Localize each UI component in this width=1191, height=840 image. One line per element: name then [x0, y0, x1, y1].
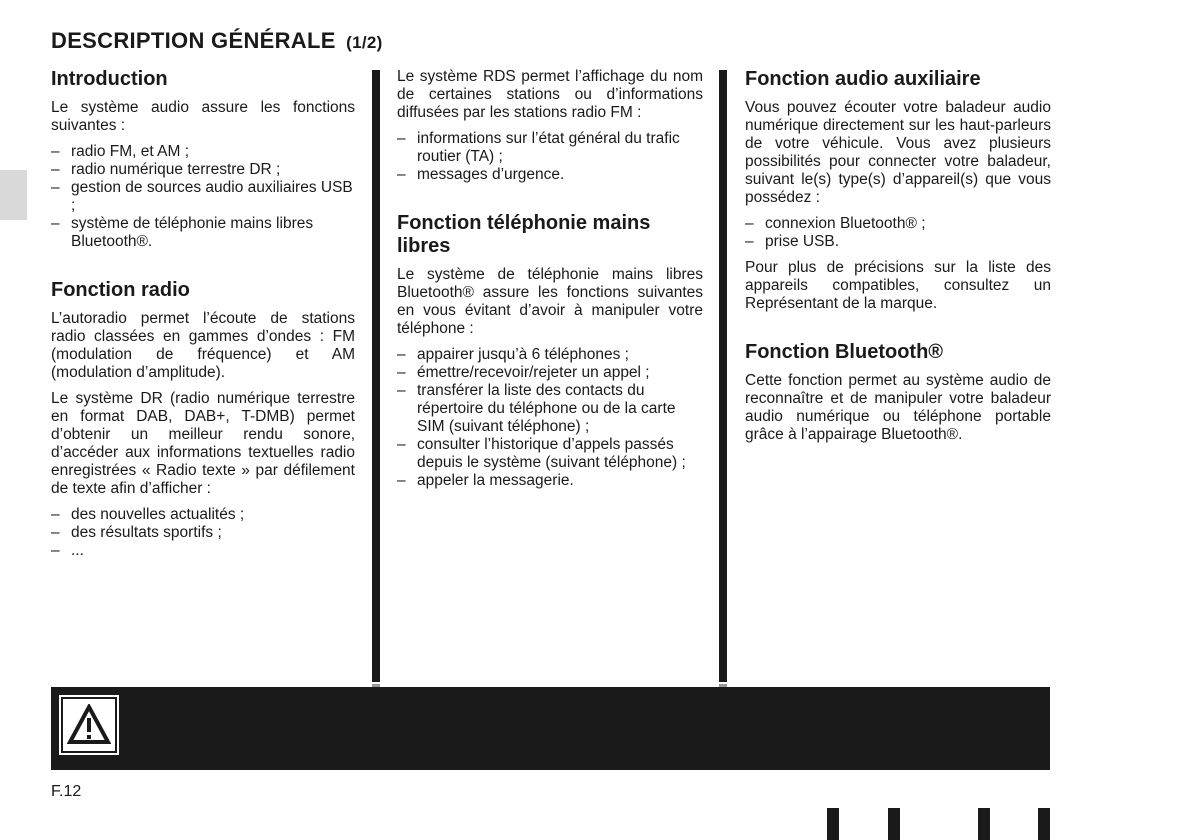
- list-item: – appairer jusqu’à 6 téléphones ;: [397, 346, 703, 364]
- column-2: [397, 68, 703, 498]
- list-item: – consulter l’historique d’appels passés depuis le système (suivant téléphone) ;: [397, 436, 703, 472]
- radio-text: L’autoradio permet l’écoute de stations radio classées en gammes d’ondes : FM (modulation de fréquence) et AM (modulation d’amplitude).: [51, 310, 355, 381]
- page-title-part: (1/2): [346, 33, 383, 52]
- list-item: – radio numérique terrestre DR ;: [51, 161, 355, 179]
- introduction-list: [51, 143, 355, 251]
- warning-triangle-icon: [61, 697, 117, 753]
- column-3: [745, 68, 1051, 452]
- introduction-text: Le système audio assure les fonctions suivantes :: [51, 99, 355, 134]
- radio-heading: Fonction radio: [51, 279, 190, 301]
- list-item: – émettre/recevoir/rejeter un appel ;: [397, 364, 703, 382]
- page-title-text: DESCRIPTION GÉNÉRALE: [51, 28, 336, 53]
- column-1: [51, 68, 355, 568]
- list-item: – transférer la liste des contacts du répertoire du téléphone ou de la carte SIM (suivant téléphone) ;: [397, 382, 703, 436]
- list-item: – des résultats sportifs ;: [51, 524, 355, 542]
- aux-audio-heading: Fonction audio auxiliaire: [745, 68, 981, 90]
- crop-mark: [888, 808, 900, 840]
- list-item: – appeler la messagerie.: [397, 472, 703, 490]
- list-item: – système de téléphonie mains libres Bluetooth®.: [51, 215, 355, 251]
- radio-text-list: [51, 506, 355, 560]
- column-divider: [719, 70, 727, 682]
- page-title: [51, 28, 383, 54]
- list-item: – gestion de sources audio auxiliaires USB ;: [51, 179, 355, 215]
- list-item: – des nouvelles actualités ;: [51, 506, 355, 524]
- phone-heading: Fonction téléphonie mains libres: [397, 212, 651, 257]
- dr-radio-text: Le système DR (radio numérique terrestre en format DAB, DAB+, T-DMB) permet d’obtenir un meilleur rendu sonore, d’accéder aux informations textuelles radio enregistrées « Radio texte » par défilement de texte afin d’afficher :: [51, 390, 355, 497]
- bluetooth-heading: Fonction Bluetooth®: [745, 341, 944, 363]
- page-number: F.12: [51, 783, 82, 800]
- phone-text: Le système de téléphonie mains libres Bluetooth® assure les fonctions suivantes en vous évitant d’avoir à manipuler votre téléphone :: [397, 266, 703, 337]
- bluetooth-text: Cette fonction permet au système audio de reconnaître et de manipuler votre baladeur audio numérique ou téléphone portable grâce à l’appairage Bluetooth®.: [745, 372, 1051, 443]
- crop-mark: [1038, 808, 1050, 840]
- phone-list: [397, 346, 703, 490]
- aux-audio-text: Vous pouvez écouter votre baladeur audio numérique directement sur les haut-parleurs de votre véhicule. Vous avez plusieurs possibilités pour connecter votre baladeur, suivant le(s) type(s) d’appareil(s) que vous possédez :: [745, 99, 1051, 206]
- introduction-heading: Introduction: [51, 68, 168, 90]
- column-divider: [372, 70, 380, 682]
- crop-mark: [978, 808, 990, 840]
- rds-list: [397, 130, 703, 184]
- aux-audio-text-2: Pour plus de précisions sur la liste des appareils compatibles, consultez un Représentant de la marque.: [745, 259, 1051, 312]
- aux-audio-list: [745, 215, 1051, 251]
- list-item: – connexion Bluetooth® ;: [745, 215, 1051, 233]
- list-item: – messages d’urgence.: [397, 166, 703, 184]
- list-item: – informations sur l’état général du trafic routier (TA) ;: [397, 130, 703, 166]
- list-item: – prise USB.: [745, 233, 1051, 251]
- list-item: – ...: [51, 542, 355, 560]
- warning-box: [51, 687, 1050, 770]
- list-item: – radio FM, et AM ;: [51, 143, 355, 161]
- rds-text: Le système RDS permet l’affichage du nom de certaines stations ou d’informations diffusées par les stations radio FM :: [397, 68, 703, 121]
- crop-mark: [827, 808, 839, 840]
- section-tab-marker: [0, 170, 27, 220]
